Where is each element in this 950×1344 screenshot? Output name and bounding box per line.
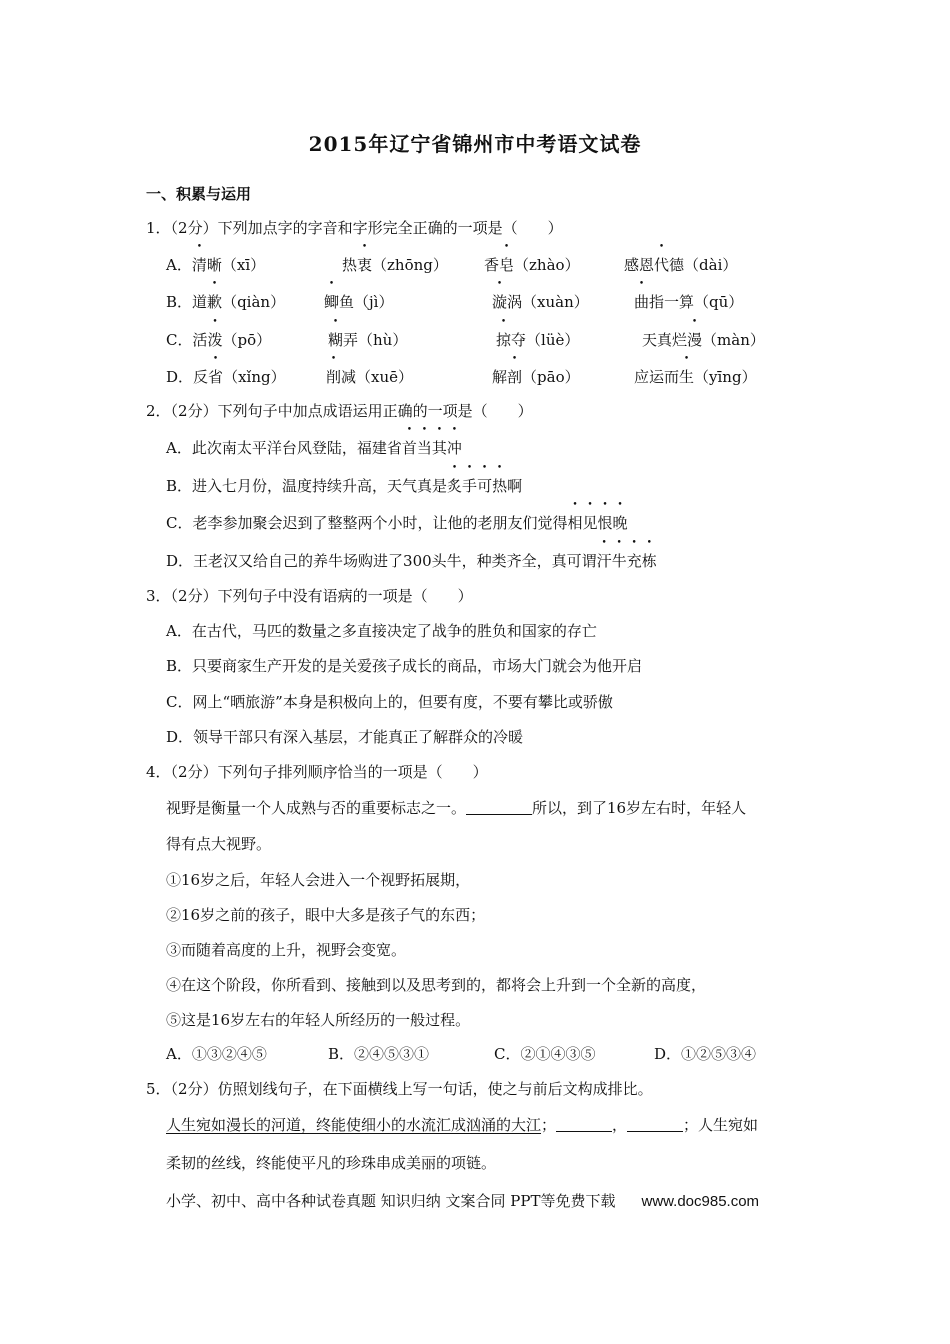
q2-option-d: D．王老汉又给自己的养牛场购进了300头牛，种类齐全，真可谓汗牛充栋 (166, 552, 657, 570)
option-label: B． (166, 293, 193, 311)
q3-option-c: C．网上“晒旅游”本身是积极向上的，但要有度，不要有攀比或骄傲 (166, 693, 613, 711)
dotted-char: 省 (208, 368, 224, 386)
q1-d-word-3: 解剖（pāo） (492, 368, 580, 386)
dotted-char: 歉 (207, 293, 223, 311)
dotted-char: 牛 (611, 552, 627, 570)
dotted-char: 漫 (687, 331, 703, 349)
question-3-stem: 3．（2分）下列句子中没有语病的一项是（ ） (146, 587, 473, 605)
dotted-char: 泼 (207, 331, 223, 349)
q3-option-a: A．在古代，马匹的数量之多直接决定了战争的胜负和国家的存亡 (166, 622, 597, 640)
dotted-char: 热 (492, 477, 508, 495)
answer-blank-1 (556, 1115, 612, 1132)
q2-option-a: A．此次南太平洋台风登陆，福建省首当其冲 (166, 439, 462, 457)
q2-option-c: C．老李参加聚会迟到了整整两个小时，让他的老朋友们觉得相见恨晚 (166, 514, 628, 532)
q1-a-word-3: 香皂（zhào） (484, 256, 580, 274)
option-label: C． (166, 331, 193, 349)
option-label: D． (166, 368, 194, 386)
dotted-char: 当 (416, 439, 432, 457)
q4-passage-line-1: 视野是衡量一个人成熟与否的重要标志之一。 所以，到了16岁左右时，年轻人 (166, 799, 747, 817)
q4-option-a: A．①③②④⑤ (166, 1045, 267, 1063)
dotted-char: 首 (401, 439, 417, 457)
dotted-char: 手 (462, 477, 478, 495)
q1-b-word-4: 曲指一算（qū） (634, 293, 744, 311)
q1-option-c: C．活泼（pō） (166, 331, 272, 349)
q4-passage-line-2: 得有点大视野。 (166, 835, 272, 853)
q4-sentence-1: ①16岁之后，年轻人会进入一个视野拓展期， (166, 871, 471, 889)
q1-c-word-2: 糊弄（hù） (328, 331, 408, 349)
footer-url: www.doc985.com (641, 1193, 760, 1210)
q3-option-b: B．只要商家生产开发的是关爱孩子成长的商品，市场大门就会为他开启 (166, 657, 643, 675)
dotted-char: 皂 (499, 256, 515, 274)
answer-blank-2 (627, 1115, 683, 1132)
page-title: 2015年辽宁省锦州市中考语文试卷 (308, 132, 642, 156)
dotted-char: 其 (431, 439, 447, 457)
q1-b-word-2: 鲫鱼（jì） (324, 293, 394, 311)
underlined-sentence: 人生宛如漫长的河道，终能使细小的水流汇成汹涌的大江 (166, 1116, 542, 1134)
footer-text: 小学、初中、高中各种试卷真题 知识归纳 文案合同 PPT等免费下载 (166, 1192, 616, 1210)
question-2-stem: 2．（2分）下列句子中加点成语运用正确的一项是（ ） (146, 402, 533, 420)
q4-sentence-4: ④在这个阶段，你所看到、接触到以及思考到的，都将会上升到一个全新的高度， (166, 976, 707, 994)
q2-option-b: B．进入七月份，温度持续升高，天气真是炙手可热啊 (166, 477, 523, 495)
q1-c-word-3: 掠夺（lüè） (496, 331, 580, 349)
q5-passage-line-1: 人生宛如漫长的河道，终能使细小的水流汇成汹涌的大江； ， ；人生宛如 (166, 1116, 759, 1134)
q1-option-b: B．道歉（qiàn） (166, 293, 286, 311)
dotted-char: 削 (326, 368, 342, 386)
q4-option-c: C．②①④③⑤ (494, 1045, 596, 1063)
dotted-char: 生 (679, 368, 695, 386)
q4-sentence-3: ③而随着高度的上升，视野会变宽。 (166, 941, 407, 959)
option-label: A． (166, 256, 192, 274)
q5-passage-line-2: 柔韧的丝线，终能使平凡的珍珠串成美丽的项链。 (166, 1154, 497, 1172)
question-4-stem: 4．（2分）下列句子排列顺序恰当的一项是（ ） (146, 763, 488, 781)
dotted-char: 鲫 (324, 293, 340, 311)
q4-option-b: B．②④⑤③① (328, 1045, 430, 1063)
dotted-char: 清 (191, 256, 207, 274)
dotted-char: 可 (477, 477, 493, 495)
dotted-char: 汗 (596, 552, 612, 570)
dotted-char: 掠 (496, 331, 512, 349)
q1-c-word-4: 天真烂漫（màn） (642, 331, 765, 349)
dotted-char: 栋 (641, 552, 657, 570)
q1-option-a: A．清晰（xī） (166, 256, 266, 274)
dotted-char: 恨 (597, 514, 613, 532)
dotted-char: 晚 (612, 514, 628, 532)
dotted-char: 剖 (507, 368, 523, 386)
dotted-char: 糊 (328, 331, 344, 349)
dotted-char: 炙 (447, 477, 463, 495)
question-1-stem: 1．（2分）下列加点字的字音和字形完全正确的一项是（ ） (146, 219, 563, 237)
dotted-char: 见 (582, 514, 598, 532)
answer-blank (466, 798, 532, 815)
q4-sentence-5: ⑤这是16岁左右的年轻人所经历的一般过程。 (166, 1011, 471, 1029)
q4-option-d: D．①②⑤③④ (654, 1045, 757, 1063)
q1-option-d: D．反省（xǐng） (166, 368, 286, 386)
q3-option-d: D．领导干部只有深入基层，才能真正了解群众的冷暖 (166, 728, 524, 746)
q1-a-word-2: 热衷（zhōng） (342, 256, 448, 274)
dotted-char: 代 (654, 256, 670, 274)
dotted-char: 漩 (492, 293, 508, 311)
section-heading: 一、积累与运用 (146, 185, 252, 203)
q1-d-word-4: 应运而生（yīng） (634, 368, 757, 386)
q1-b-word-3: 漩涡（xuàn） (492, 293, 589, 311)
page-footer (166, 1190, 759, 1211)
dotted-char: 曲 (634, 293, 650, 311)
dotted-char: 衷 (357, 256, 373, 274)
question-5-stem: 5．（2分）仿照划线句子，在下面横线上写一句话，使之与前后文构成排比。 (146, 1080, 653, 1098)
q1-d-word-2: 削减（xuē） (326, 368, 414, 386)
q4-sentence-2: ②16岁之前的孩子，眼中大多是孩子气的东西； (166, 906, 486, 924)
q1-a-word-4: 感恩代德（dài） (624, 256, 738, 274)
dotted-char: 相 (567, 514, 583, 532)
dotted-char: 充 (626, 552, 642, 570)
dotted-char: 冲 (446, 439, 462, 457)
